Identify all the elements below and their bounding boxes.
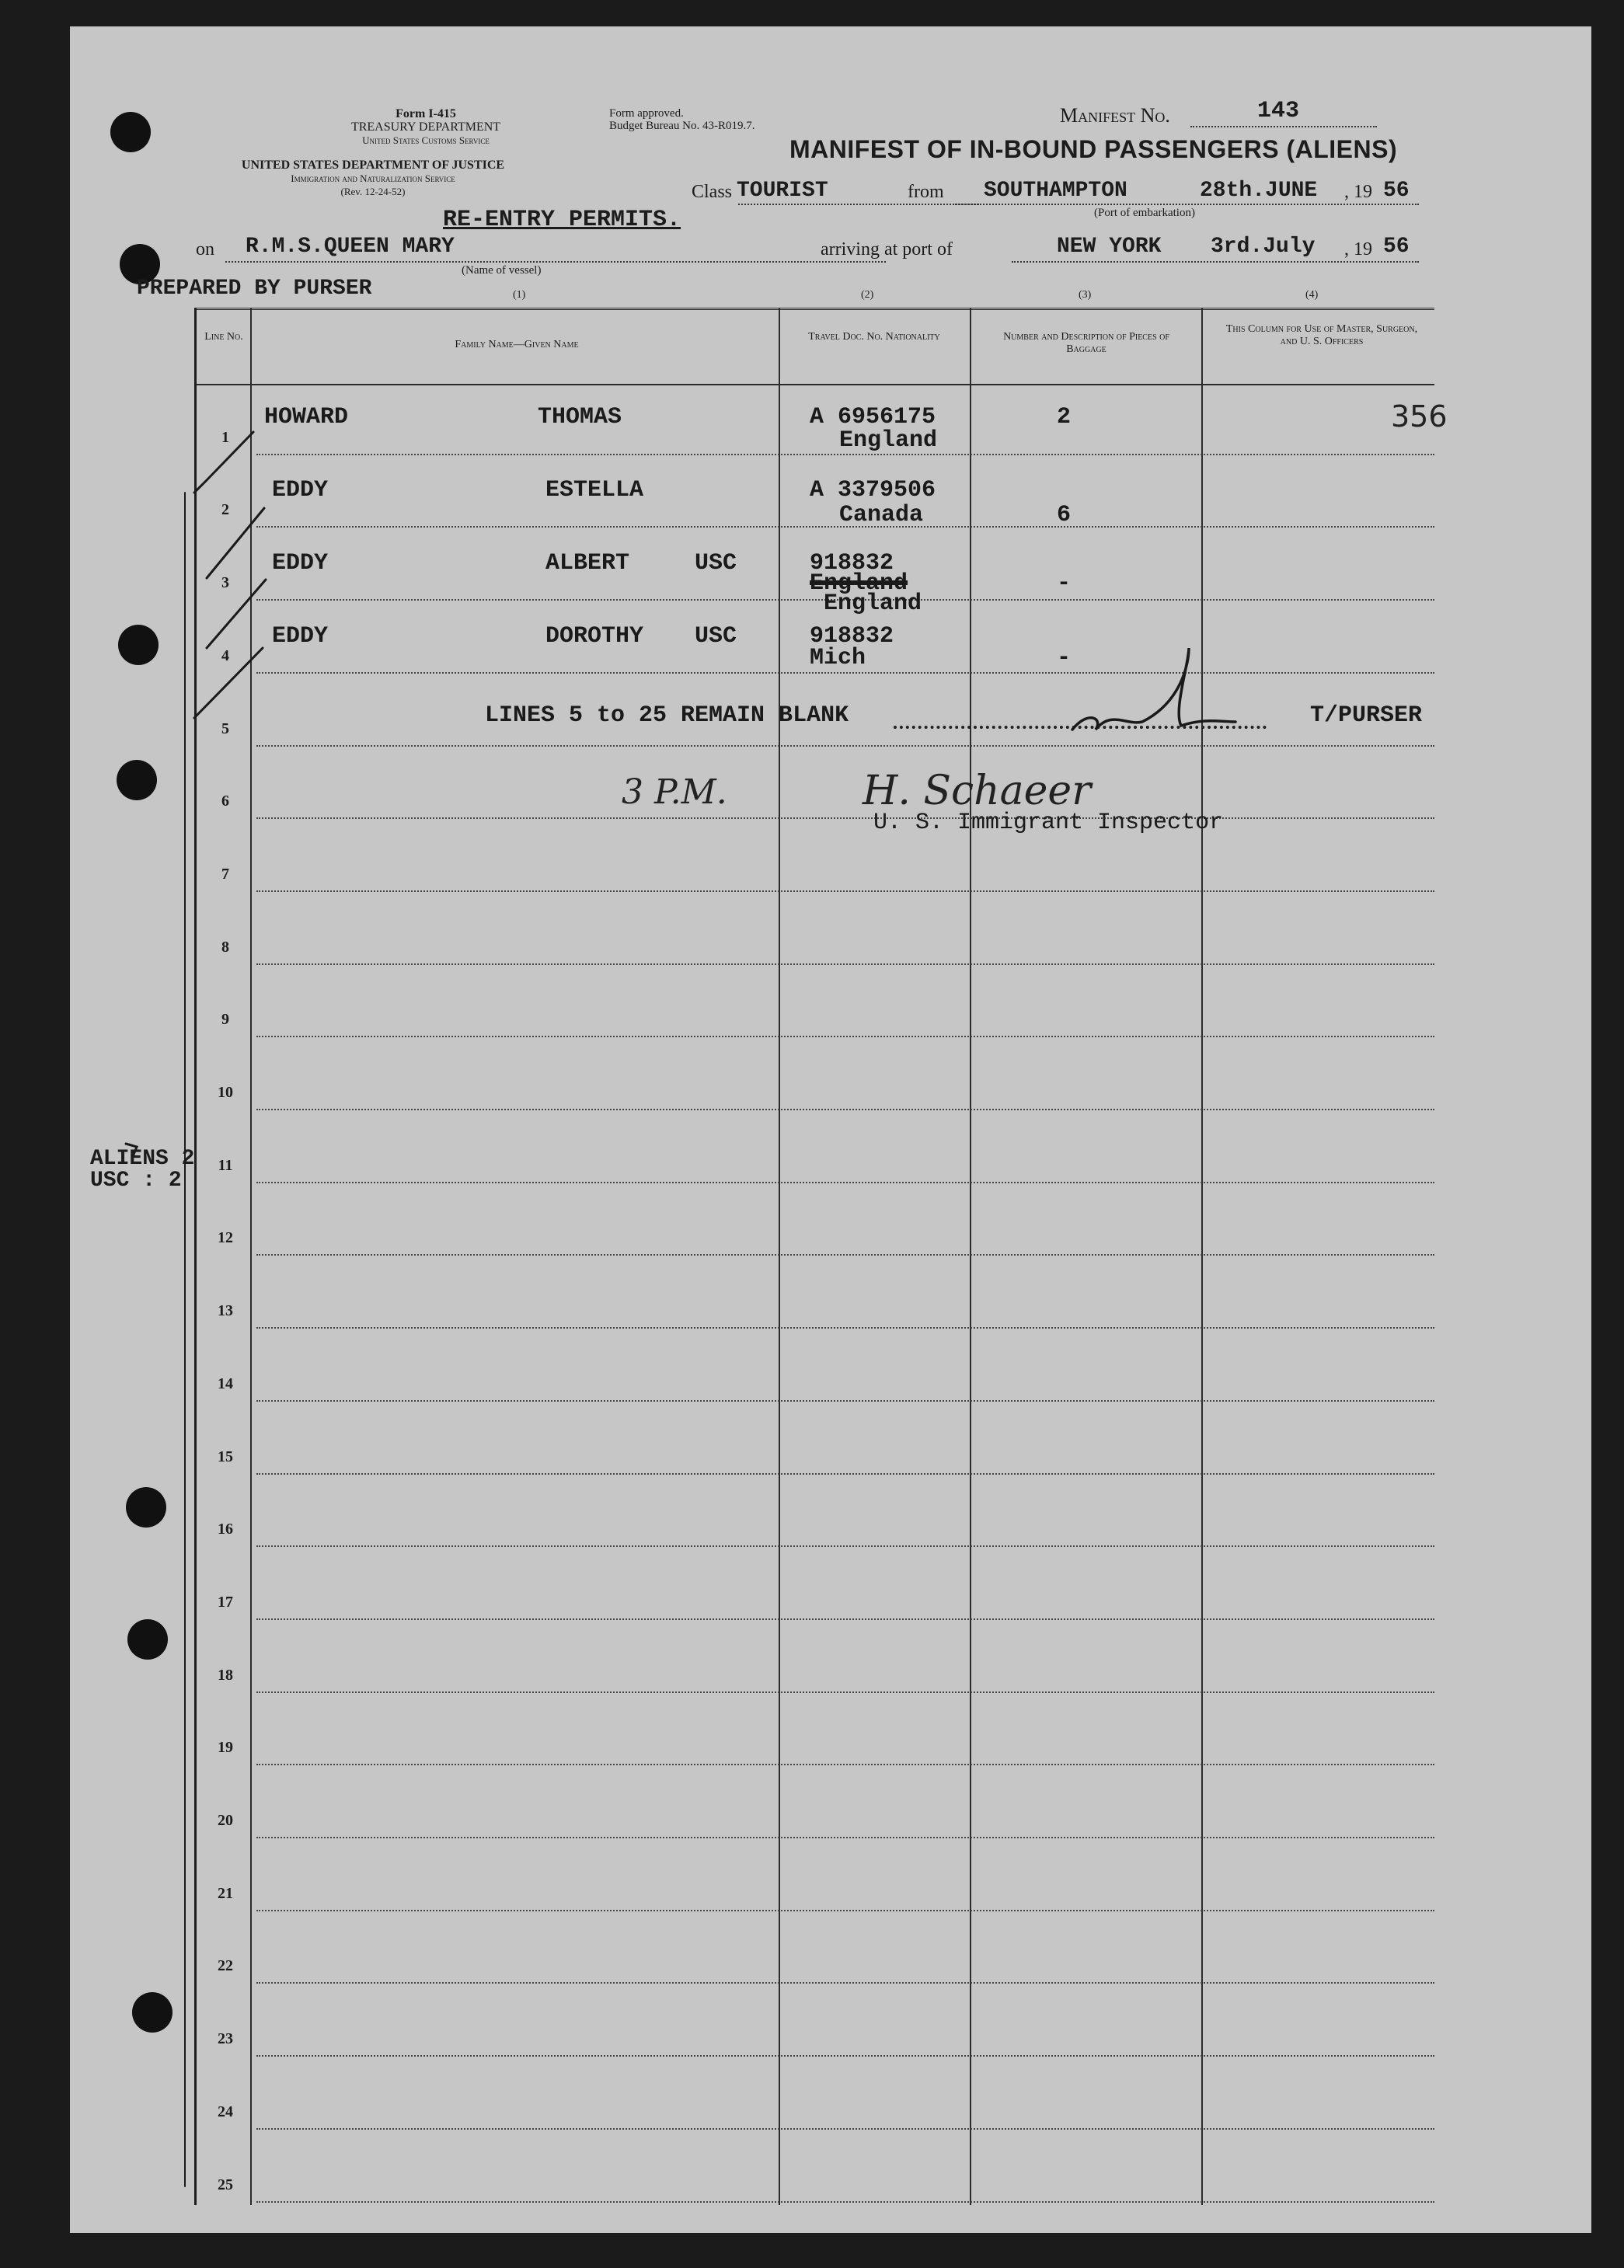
- form-number: Form I-415: [396, 107, 456, 120]
- entry-4-doc: 918832: [810, 623, 894, 650]
- class-value: TOURIST: [737, 179, 828, 203]
- inspector-signature: H. Schaeer: [863, 768, 1092, 814]
- line-number: 23: [218, 2030, 233, 2048]
- line-number: 25: [218, 2176, 233, 2193]
- inspector-title: U. S. Immigrant Inspector: [873, 810, 1224, 836]
- entry-3-status: USC: [695, 550, 737, 577]
- column-number-4: (4): [1305, 289, 1319, 301]
- purser-signature: [1072, 648, 1235, 730]
- line-number: 10: [218, 1084, 233, 1101]
- manifest-page: [70, 26, 1591, 2233]
- justice-department: UNITED STATES DEPARTMENT OF JUSTICE: [241, 159, 505, 172]
- entry-4-status: USC: [695, 623, 737, 650]
- prepared-by: PREPARED BY PURSER: [137, 277, 372, 301]
- entry-3-nationality: England: [824, 591, 922, 617]
- entry-2-family: EDDY: [272, 477, 329, 503]
- entry-3-struck-nationality: England: [810, 570, 908, 597]
- line-number: 11: [218, 1156, 233, 1174]
- line-number: 21: [218, 1884, 233, 1902]
- officer-note: 356: [1391, 399, 1448, 434]
- year-prefix: , 19: [1344, 182, 1372, 202]
- line-number: 12: [218, 1229, 233, 1247]
- line-number: 8: [221, 938, 229, 956]
- checkmark-line-1: [194, 432, 253, 493]
- checkmark-line-3: [207, 580, 266, 648]
- line-number: 17: [218, 1593, 233, 1611]
- line-number: 22: [218, 1957, 233, 1975]
- embarkation-date: 28th.JUNE: [1200, 179, 1318, 203]
- margin-usc-count: USC : 2: [90, 1169, 182, 1193]
- column-number-1: (1): [513, 289, 526, 301]
- treasury-department: TREASURY DEPARTMENT: [350, 120, 501, 134]
- from-label: from: [908, 182, 944, 202]
- line-number: 20: [218, 1812, 233, 1829]
- header-line-no: Line No.: [204, 331, 243, 343]
- entry-3-given: ALBERT: [545, 550, 630, 577]
- vessel-name: R.M.S.QUEEN MARY: [246, 235, 455, 259]
- entry-1-given: THOMAS: [538, 404, 622, 430]
- purser-title: T/PURSER: [1310, 702, 1423, 729]
- entry-4-baggage: -: [1057, 645, 1072, 671]
- entry-1-baggage: 2: [1057, 404, 1072, 430]
- manifest-label: Manifest No.: [1060, 104, 1170, 127]
- line-number: 18: [218, 1666, 233, 1684]
- entry-1-doc: A 6956175: [810, 404, 936, 430]
- entry-1-family: HOWARD: [264, 404, 349, 430]
- entry-2-given: ESTELLA: [545, 477, 644, 503]
- ins-service: Immigration and Naturalization Service: [291, 172, 455, 184]
- port-of-embarkation: SOUTHAMPTON: [984, 179, 1127, 203]
- form-revision: (Rev. 12-24-52): [340, 186, 406, 197]
- header-baggage: Number and Description of Pieces of Baggage: [1003, 331, 1169, 355]
- time-note: 3 P.M.: [622, 772, 727, 812]
- form-approved: Form approved.: [609, 107, 684, 120]
- embarkation-year: 56: [1383, 179, 1410, 203]
- arrival-year: 56: [1383, 235, 1410, 259]
- line-number: 3: [221, 574, 229, 592]
- line-number: 16: [218, 1521, 233, 1538]
- entry-3-family: EDDY: [272, 550, 329, 577]
- arrival-year-prefix: , 19: [1344, 239, 1372, 260]
- port-embarkation-caption: (Port of embarkation): [1094, 207, 1195, 219]
- header-travel-doc: Travel Doc. No. Nationality: [808, 331, 940, 343]
- line-number: 9: [221, 1011, 229, 1029]
- budget-bureau: Budget Bureau No. 43-R019.7.: [609, 120, 755, 132]
- handwritten-marks: [70, 26, 1591, 2233]
- manifest-title: MANIFEST OF IN-BOUND PASSENGERS (ALIENS): [789, 135, 1398, 163]
- line-number: 6: [221, 793, 229, 810]
- arrival-port: NEW YORK: [1057, 235, 1162, 259]
- line-number: 7: [221, 865, 229, 883]
- entry-4-family: EDDY: [272, 623, 329, 650]
- reentry-permits: RE-ENTRY PERMITS.: [443, 207, 681, 233]
- column-number-2: (2): [861, 289, 874, 301]
- margin-aliens-count: ALIENS 2: [90, 1147, 195, 1171]
- entry-3-baggage: -: [1057, 570, 1072, 597]
- entry-1-nationality: England: [839, 427, 938, 454]
- line-number: 13: [218, 1302, 233, 1320]
- entry-4-given: DOROTHY: [545, 623, 644, 650]
- entry-2-nationality: Canada: [839, 502, 924, 528]
- vessel-caption: (Name of vessel): [462, 264, 542, 277]
- column-number-3: (3): [1079, 289, 1092, 301]
- line-number: 19: [218, 1739, 233, 1757]
- header-officers: This Column for Use of Master, Surgeon, and U. S. Officers: [1225, 323, 1418, 347]
- entry-4-nationality: Mich: [810, 645, 866, 671]
- manifest-number: 143: [1257, 98, 1300, 124]
- on-label: on: [196, 239, 214, 260]
- entry-2-doc: A 3379506: [810, 477, 936, 503]
- line-number: 15: [218, 1448, 233, 1465]
- line-number: 2: [221, 501, 229, 519]
- arriving-label: arriving at port of: [821, 239, 953, 260]
- header-name: Family Name—Given Name: [455, 339, 579, 350]
- entry-3-doc: 918832: [810, 550, 894, 577]
- customs-service: United States Customs Service: [362, 134, 490, 146]
- checkmark-line-2: [207, 508, 264, 578]
- line-number: 14: [218, 1374, 233, 1392]
- class-label: Class: [692, 182, 733, 202]
- blank-lines-note: LINES 5 to 25 REMAIN BLANK: [485, 702, 849, 729]
- line-number: 24: [218, 2103, 233, 2120]
- line-number: 1: [221, 428, 229, 446]
- checkmark-line-4: [194, 648, 263, 718]
- entry-2-baggage: 6: [1057, 502, 1072, 528]
- line-number: 5: [221, 719, 229, 737]
- line-number: 4: [221, 646, 229, 664]
- arrival-date: 3rd.July: [1211, 235, 1316, 259]
